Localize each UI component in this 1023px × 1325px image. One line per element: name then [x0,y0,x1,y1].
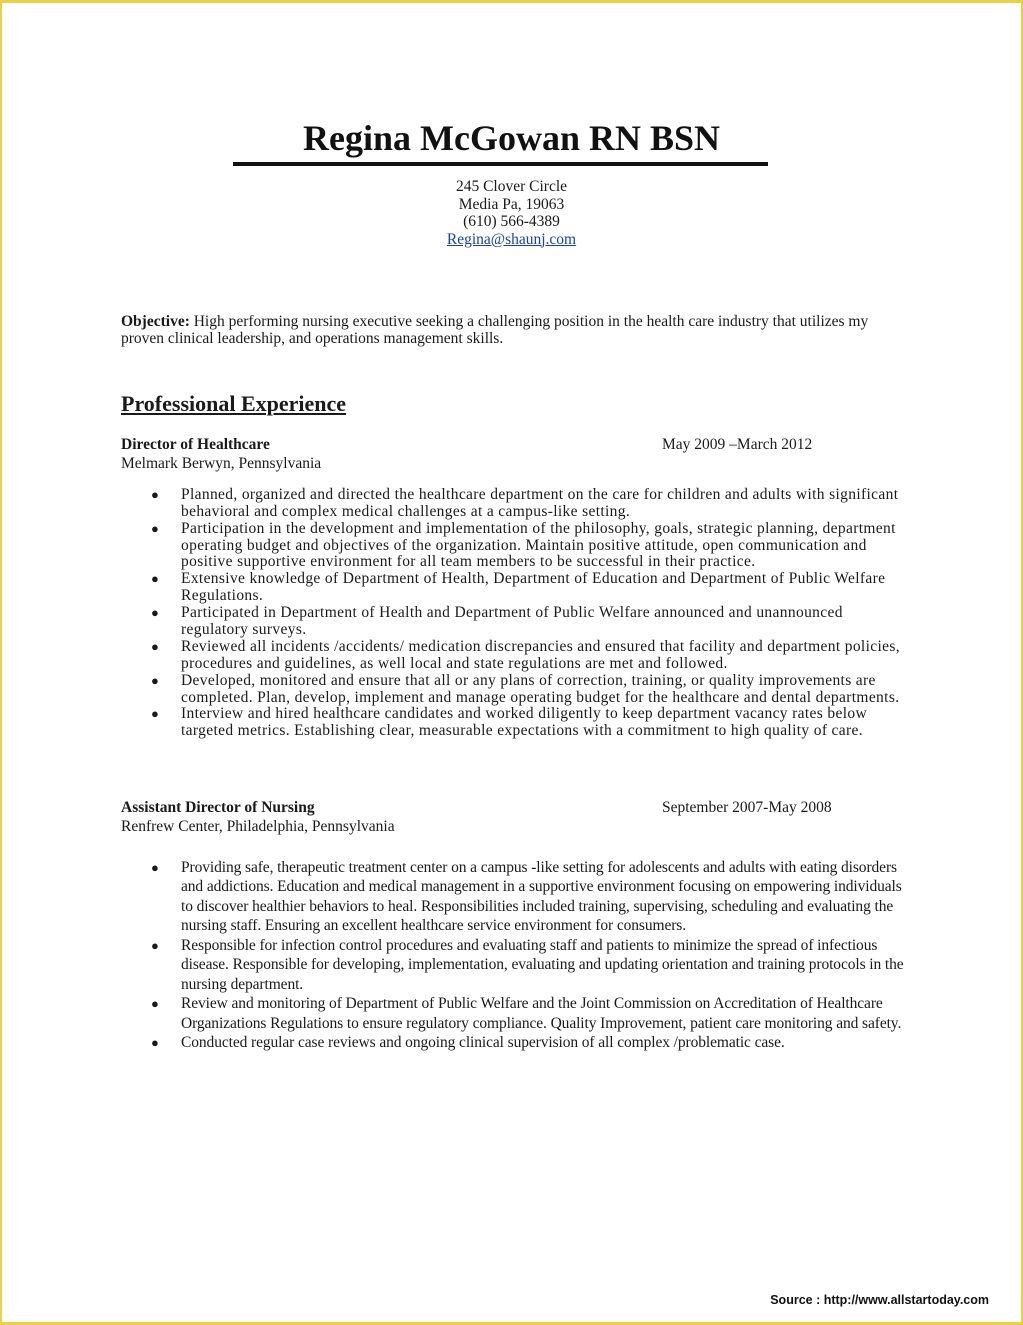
list-item [147,487,907,521]
list-item [147,605,907,639]
bullet-text: Participation in the development and implementation of the philosophy, goals, strategic planning, department operating budget and objectives of the organization. Maintain positive attitude, open communication and positive supportive environment for all team members to be successful in their practice. [181,519,896,571]
job-bullet-list [147,487,907,740]
email-link[interactable]: Regina@shaunj.com [446,230,577,248]
list-item [147,706,907,740]
job-dates: September 2007-May 2008 [662,799,832,816]
bullet-text: Responsible for infection control procedures and evaluating staff and patients to minimize the spread of infectious disease. Responsible for developing, implementation, evaluating and updating orientation and training protocols in the nursing department. [181,936,904,993]
name-underline-rule [233,162,768,166]
section-title-experience: Professional Experience [121,391,347,416]
bullet-icon: ● [151,1035,159,1051]
list-item [147,994,907,1033]
bullet-icon: ● [151,638,160,654]
list-item [147,521,907,571]
bullet-icon: ● [151,706,160,722]
bullet-icon: ● [151,520,160,536]
bullet-icon: ● [151,605,160,621]
bullet-icon: ● [151,672,160,688]
bullet-text: Interview and hired healthcare candidates and worked diligently to keep department vacancy rates below targeted metrics. Establishing clear, measurable expectations with a commitment to high quality of care. [181,705,867,740]
bullet-icon: ● [151,996,159,1012]
bullet-icon: ● [151,487,160,502]
objective-label: Objective: [121,313,190,330]
job-dates: May 2009 –March 2012 [662,436,813,453]
bullet-text: Planned, organized and directed the healthcare department on the care for children and adults with significant behavioral and complex medical challenges at a campus-like setting. [181,486,899,520]
address-line-2: Media Pa, 19063 [458,195,565,213]
job-organization: Renfrew Center, Philadelphia, Pennsylvania [121,818,395,835]
list-item [147,1033,907,1052]
job-title: Assistant Director of Nursing [121,799,315,816]
list-item [147,936,907,994]
objective-text: High performing nursing executive seeking a challenging position in the health care industry that utilizes my proven clinical leadership, and operations management skills. [121,313,869,347]
list-item [147,673,907,707]
objective-paragraph [121,313,901,347]
bullet-text: Extensive knowledge of Department of Health, Department of Education and Department of Public Welfare Regulations. [181,570,886,605]
phone-number: (610) 566-4389 [463,213,560,230]
bullet-icon: ● [151,571,160,587]
job-bullet-list [147,858,907,1053]
job-title: Director of Healthcare [121,436,270,453]
bullet-text: Providing safe, therapeutic treatment center on a campus -like setting for adolescents and adults with eating disorders and addictions. Education and medical management in a supportive environment focusing on empowering individuals to discover healthier behaviors to heal. Responsibilities included training, supervising, scheduling and evaluating the nursing staff. Ensuring an excellent healthcare service environment for consumers. [181,859,902,935]
list-item [147,858,907,936]
job-organization: Melmark Berwyn, Pennsylvania [121,455,322,472]
list-item [147,571,907,605]
bullet-icon: ● [151,937,159,953]
bullet-icon: ● [151,860,159,875]
bullet-text: Review and monitoring of Department of Public Welfare and the Joint Commission on Accreditation of Healthcare Organizations Regulations to ensure regulatory compliance. Quality Improvement, patient care monitoring and safety. [181,995,902,1032]
candidate-name: Regina McGowan RN BSN [302,118,720,158]
bullet-text: Reviewed all incidents /accidents/ medication discrepancies and ensured that facility and department policies, procedures and guidelines, as well local and state regulations are met and followed. [181,637,900,672]
bullet-text: Participated in Department of Health and Department of Public Welfare announced and unannounced regulatory surveys. [181,604,843,638]
bullet-text: Developed, monitored and ensure that all or any plans of correction, training, or quality improvements are completed. Plan, develop, implement and manage operating budget for the healthcare and dental departments. [181,671,900,706]
list-item [147,639,907,673]
address-line-1: 245 Clover Circle [455,178,568,195]
resume-page [2,3,1021,1322]
bullet-text: Conducted regular case reviews and ongoing clinical supervision of all complex /problematic case. [181,1034,785,1052]
contact-block [2,178,1021,248]
source-credit: Source : http://www.allstartoday.com [770,1293,989,1307]
